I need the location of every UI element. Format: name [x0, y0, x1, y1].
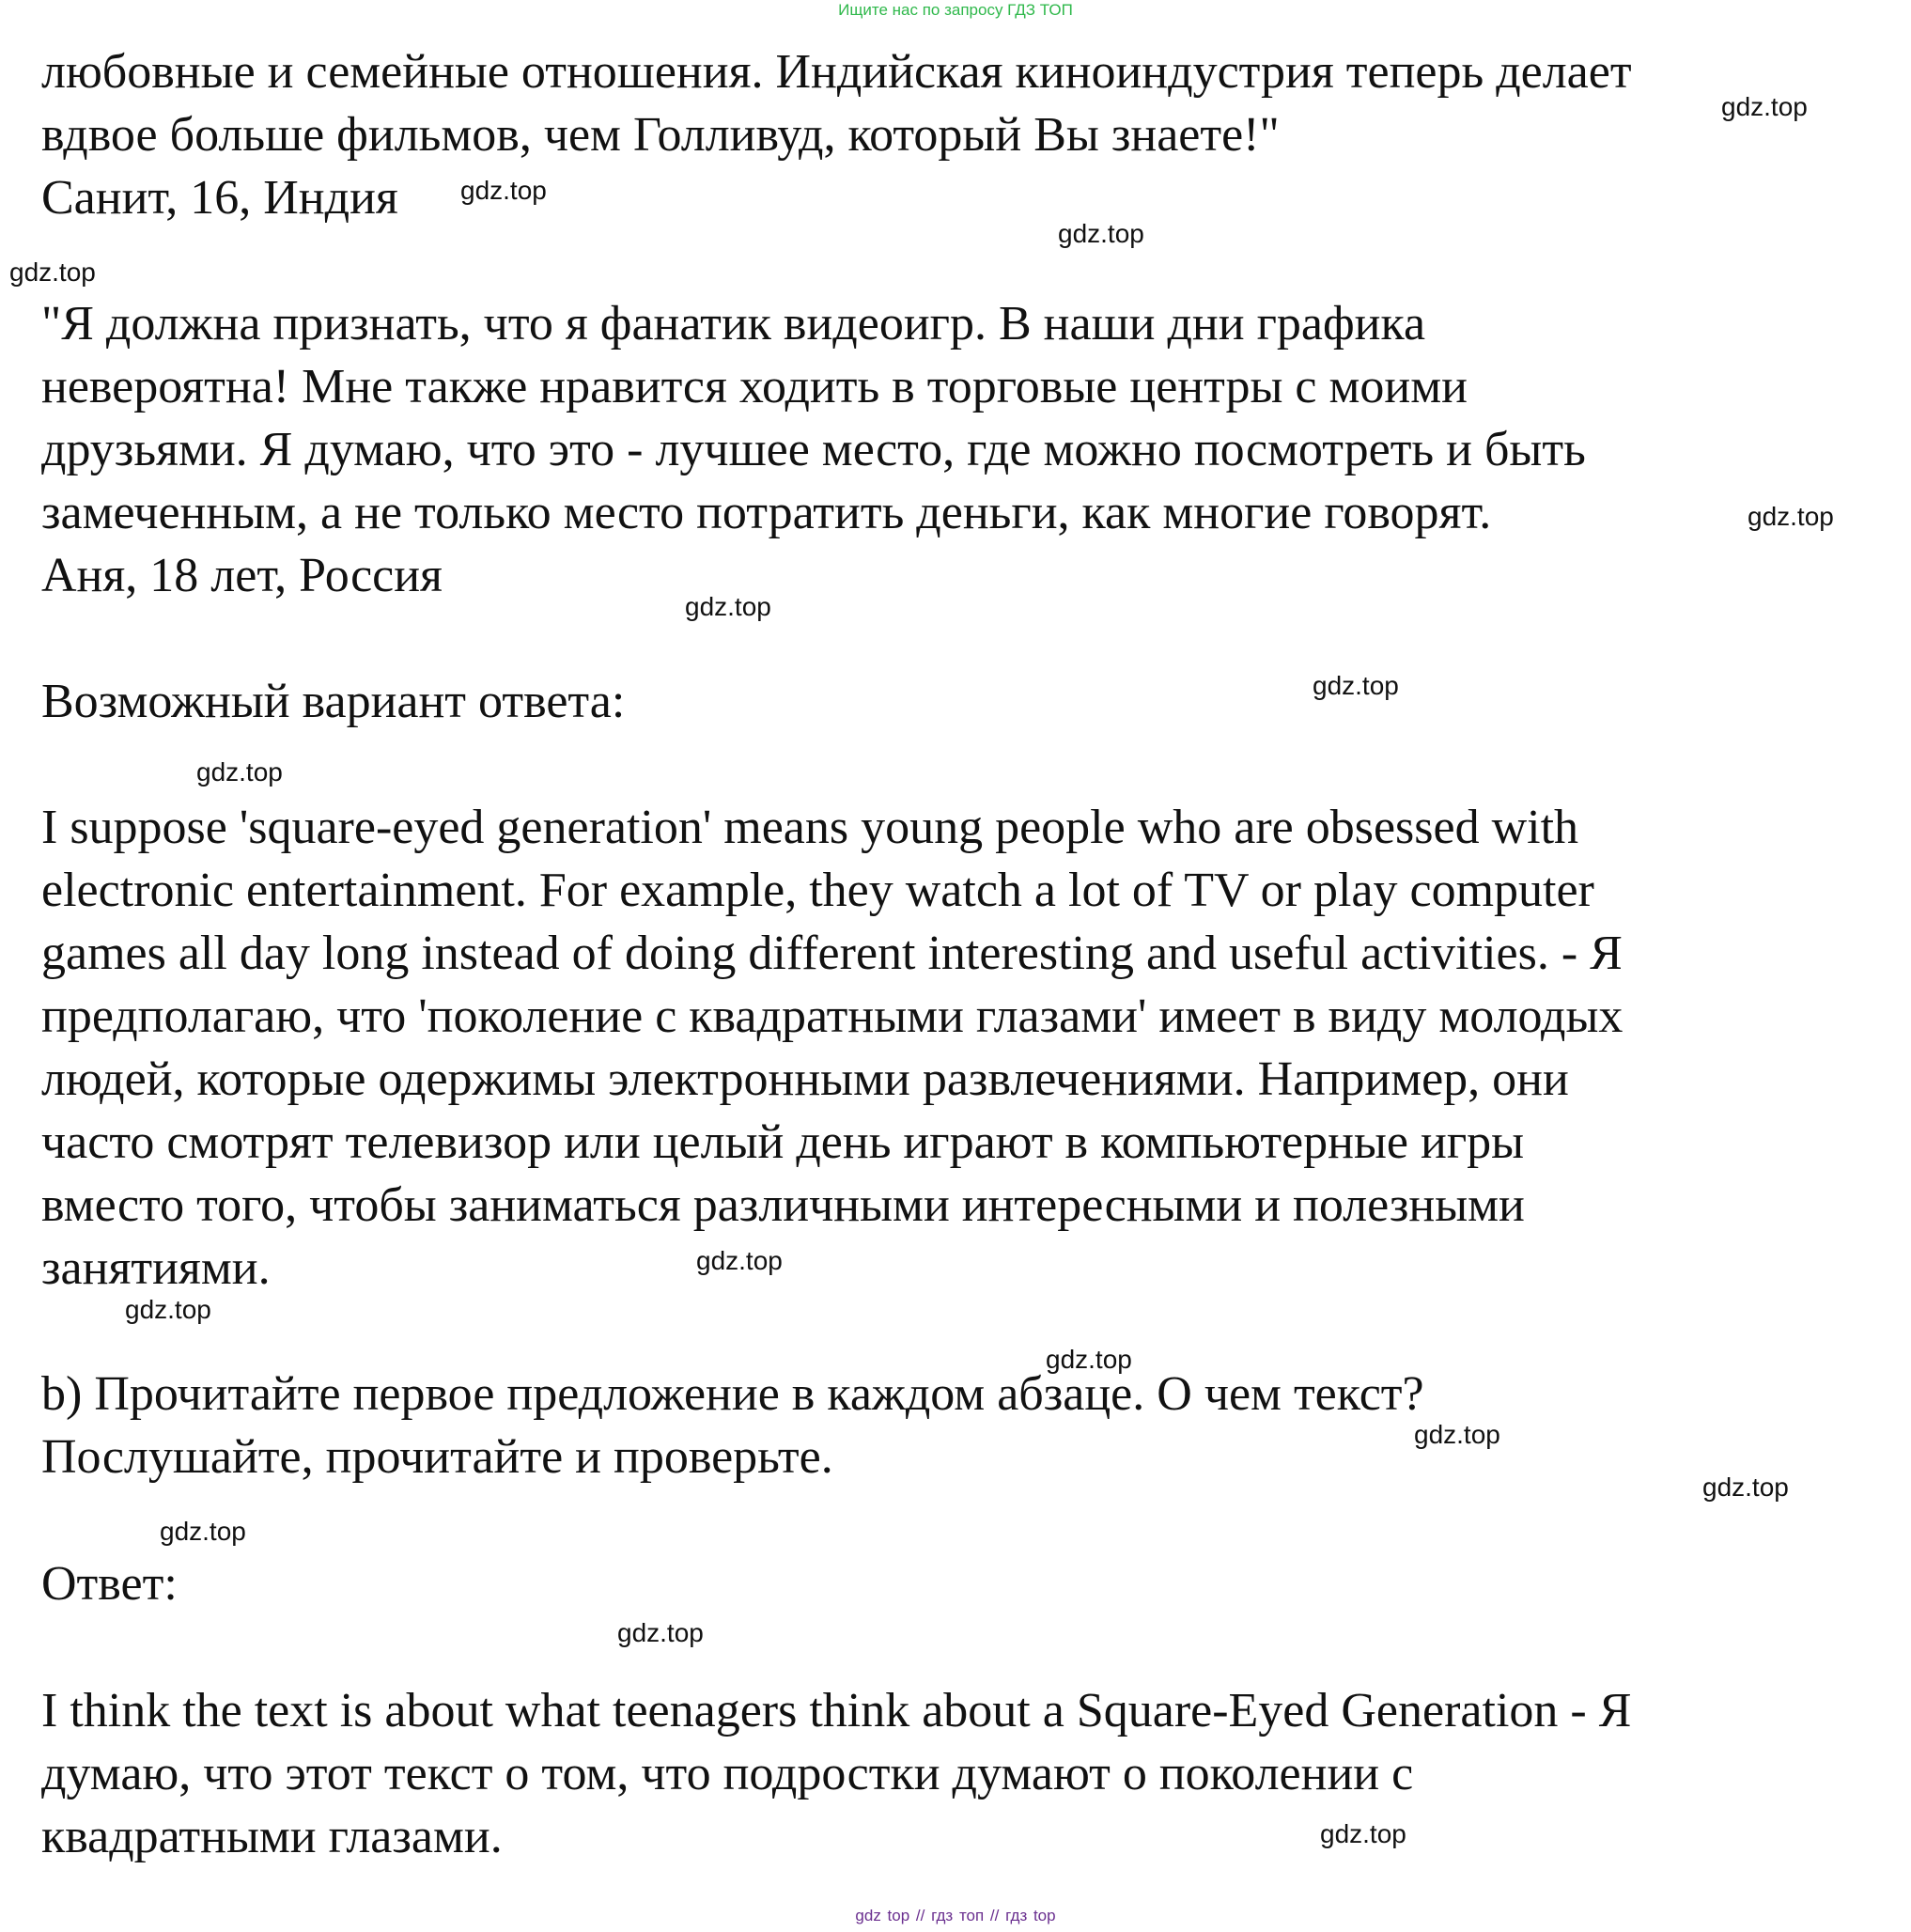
- author-anya: Аня, 18 лет, Россия: [41, 549, 443, 602]
- text-line: квадратными глазами.: [41, 1810, 503, 1863]
- paragraph-answer: [41, 796, 1810, 1300]
- text-line: I suppose 'square-eyed generation' means young people who are obsessed with: [41, 801, 1579, 854]
- watermark: gdz.top: [1320, 1819, 1406, 1848]
- task-b: [41, 1363, 1810, 1488]
- watermark: gdz.top: [1046, 1345, 1132, 1374]
- watermark: gdz.top: [125, 1295, 211, 1324]
- watermark: gdz.top: [1414, 1420, 1500, 1449]
- text-line: "Я должна признать, что я фанатик видеоигр. В наши дни графика: [41, 297, 1426, 351]
- footer: gdz top // гдз топ // гдз top: [855, 1907, 1056, 1924]
- watermark: gdz.top: [1313, 671, 1399, 700]
- watermark: gdz.top: [1702, 1472, 1789, 1502]
- text-line: любовные и семейные отношения. Индийская киноиндустрия теперь делает: [41, 45, 1632, 99]
- text-line: предполагаю, что 'поколение с квадратными глазами' имеет в виду молодых: [41, 989, 1624, 1043]
- text-line: невероятна! Мне также нравится ходить в торговые центры с моими: [41, 360, 1468, 413]
- text-line: вместо того, чтобы заниматься различными интересными и полезными: [41, 1178, 1525, 1232]
- text-line: electronic entertainment. For example, they watch a lot of TV or play computer: [41, 864, 1594, 917]
- text-line: замеченным, а не только место потратить деньги, как многие говорят.: [41, 486, 1492, 539]
- text-line: games all day long instead of doing different interesting and useful activities. - Я: [41, 927, 1623, 980]
- text-line: людей, которые одержимы электронными развлечениями. Например, они: [41, 1052, 1569, 1106]
- text-line: b) Прочитайте первое предложение в каждом абзаце. О чем текст?: [41, 1367, 1424, 1421]
- text-line: друзьями. Я думаю, что это - лучшее место, где можно посмотреть и быть: [41, 423, 1586, 476]
- watermark: gdz.top: [696, 1246, 783, 1275]
- watermark: gdz.top: [460, 176, 547, 205]
- paragraph-final-answer: [41, 1679, 1810, 1868]
- text-line: вдвое больше фильмов, чем Голливуд, который Вы знаете!": [41, 108, 1280, 162]
- text-line: I think the text is about what teenagers think about a Square-Eyed Generation - Я: [41, 1684, 1632, 1737]
- text-line: Послушайте, прочитайте и проверьте.: [41, 1430, 833, 1484]
- answer-heading: Возможный вариант ответа:: [41, 675, 626, 728]
- author-sanit: Санит, 16, Индия: [41, 171, 398, 225]
- answer-label: Ответ:: [41, 1557, 178, 1611]
- watermark: gdz.top: [617, 1618, 704, 1647]
- watermark: gdz.top: [1721, 92, 1808, 121]
- watermark: gdz.top: [9, 257, 96, 287]
- watermark: gdz.top: [1058, 219, 1144, 248]
- text-line: часто смотрят телевизор или целый день играют в компьютерные игры: [41, 1115, 1525, 1169]
- watermark: gdz.top: [196, 757, 283, 787]
- paragraph-quote-sanit: [41, 40, 1810, 166]
- text-line: думаю, что этот текст о том, что подростки думают о поколении с: [41, 1747, 1414, 1800]
- text-line: занятиями.: [41, 1241, 271, 1295]
- paragraph-quote-anya: [41, 292, 1810, 544]
- watermark: gdz.top: [160, 1517, 246, 1546]
- top-banner: Ищите нас по запросу ГДЗ ТОП: [838, 1, 1073, 19]
- watermark: gdz.top: [685, 592, 771, 621]
- watermark: gdz.top: [1748, 502, 1834, 531]
